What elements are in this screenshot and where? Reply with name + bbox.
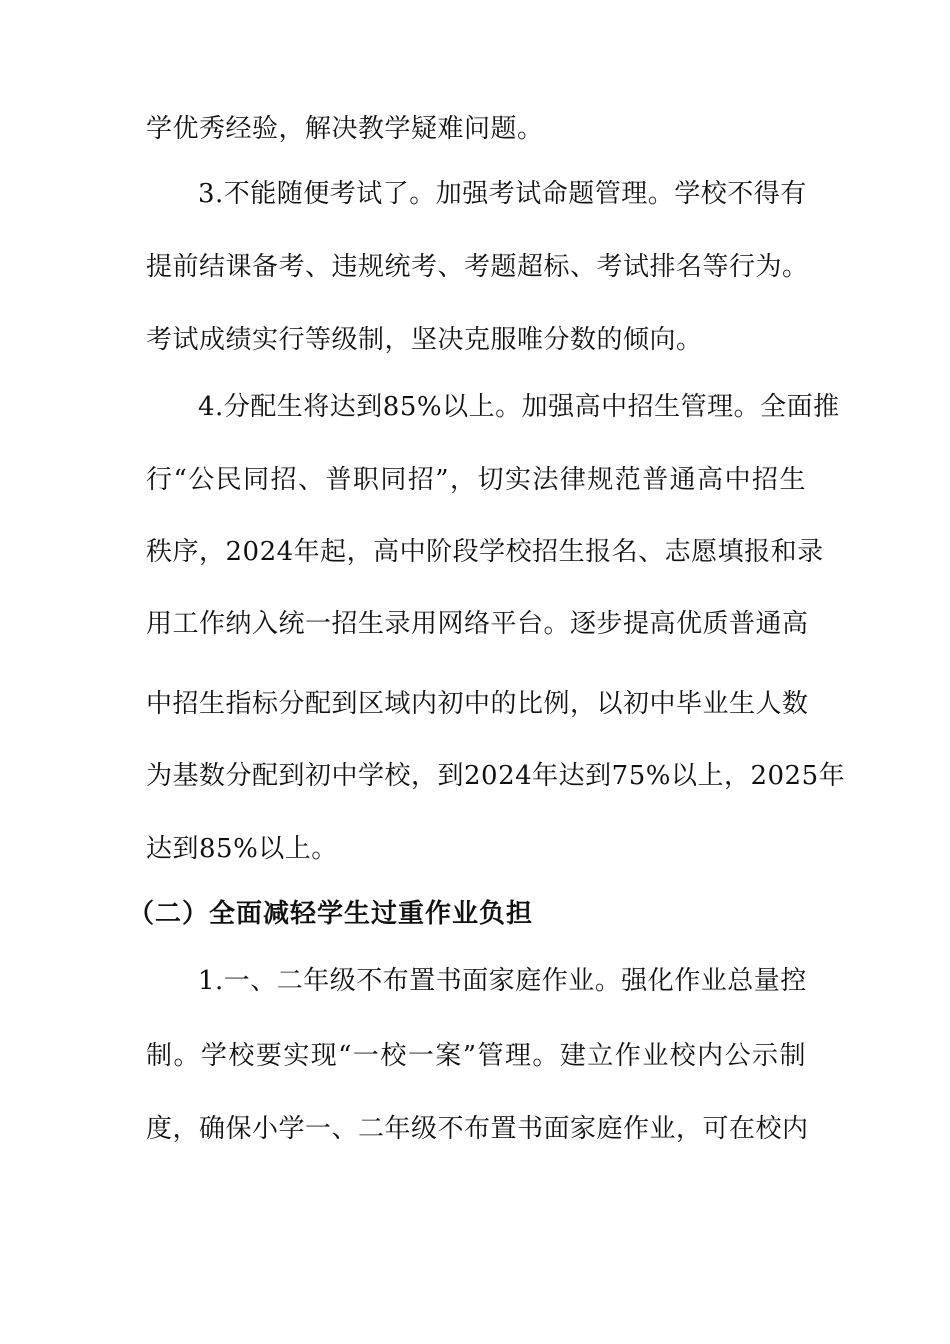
paragraph-line: 行“公民同招、普职同招”，切实法律规范普通高中招生 (146, 465, 806, 495)
paragraph-line: 用工作纳入统一招生录用网络平台。逐步提高优质普通高 (146, 609, 809, 639)
paragraph-line: 制。学校要实现“一校一案”管理。建立作业校内公示制 (146, 1041, 806, 1071)
paragraph-line: 度，确保小学一、二年级不布置书面家庭作业，可在校内 (146, 1114, 809, 1144)
section-heading: （二）全面减轻学生过重作业负担 (128, 899, 534, 929)
paragraph-line: 中招生指标分配到区域内初中的比例，以初中毕业生人数 (146, 689, 809, 719)
paragraph-line: 1.一、二年级不布置书面家庭作业。强化作业总量控 (198, 966, 807, 996)
paragraph-line: 学优秀经验，解决教学疑难问题。 (146, 114, 544, 144)
paragraph-line: 提前结课备考、违规统考、考题超标、考试排名等行为。 (146, 252, 809, 282)
paragraph-line: 3.不能随便考试了。加强考试命题管理。学校不得有 (198, 179, 807, 209)
paragraph-line: 秩序，2024年起，高中阶段学校招生报名、志愿填报和录 (146, 537, 824, 567)
paragraph-line: 考试成绩实行等级制，坚决克服唯分数的倾向。 (146, 325, 703, 355)
paragraph-line: 为基数分配到初中学校，到2024年达到75%以上，2025年 (146, 761, 846, 791)
paragraph-line: 4.分配生将达到85%以上。加强高中招生管理。全面推 (198, 392, 840, 422)
paragraph-line: 达到85%以上。 (146, 834, 338, 864)
